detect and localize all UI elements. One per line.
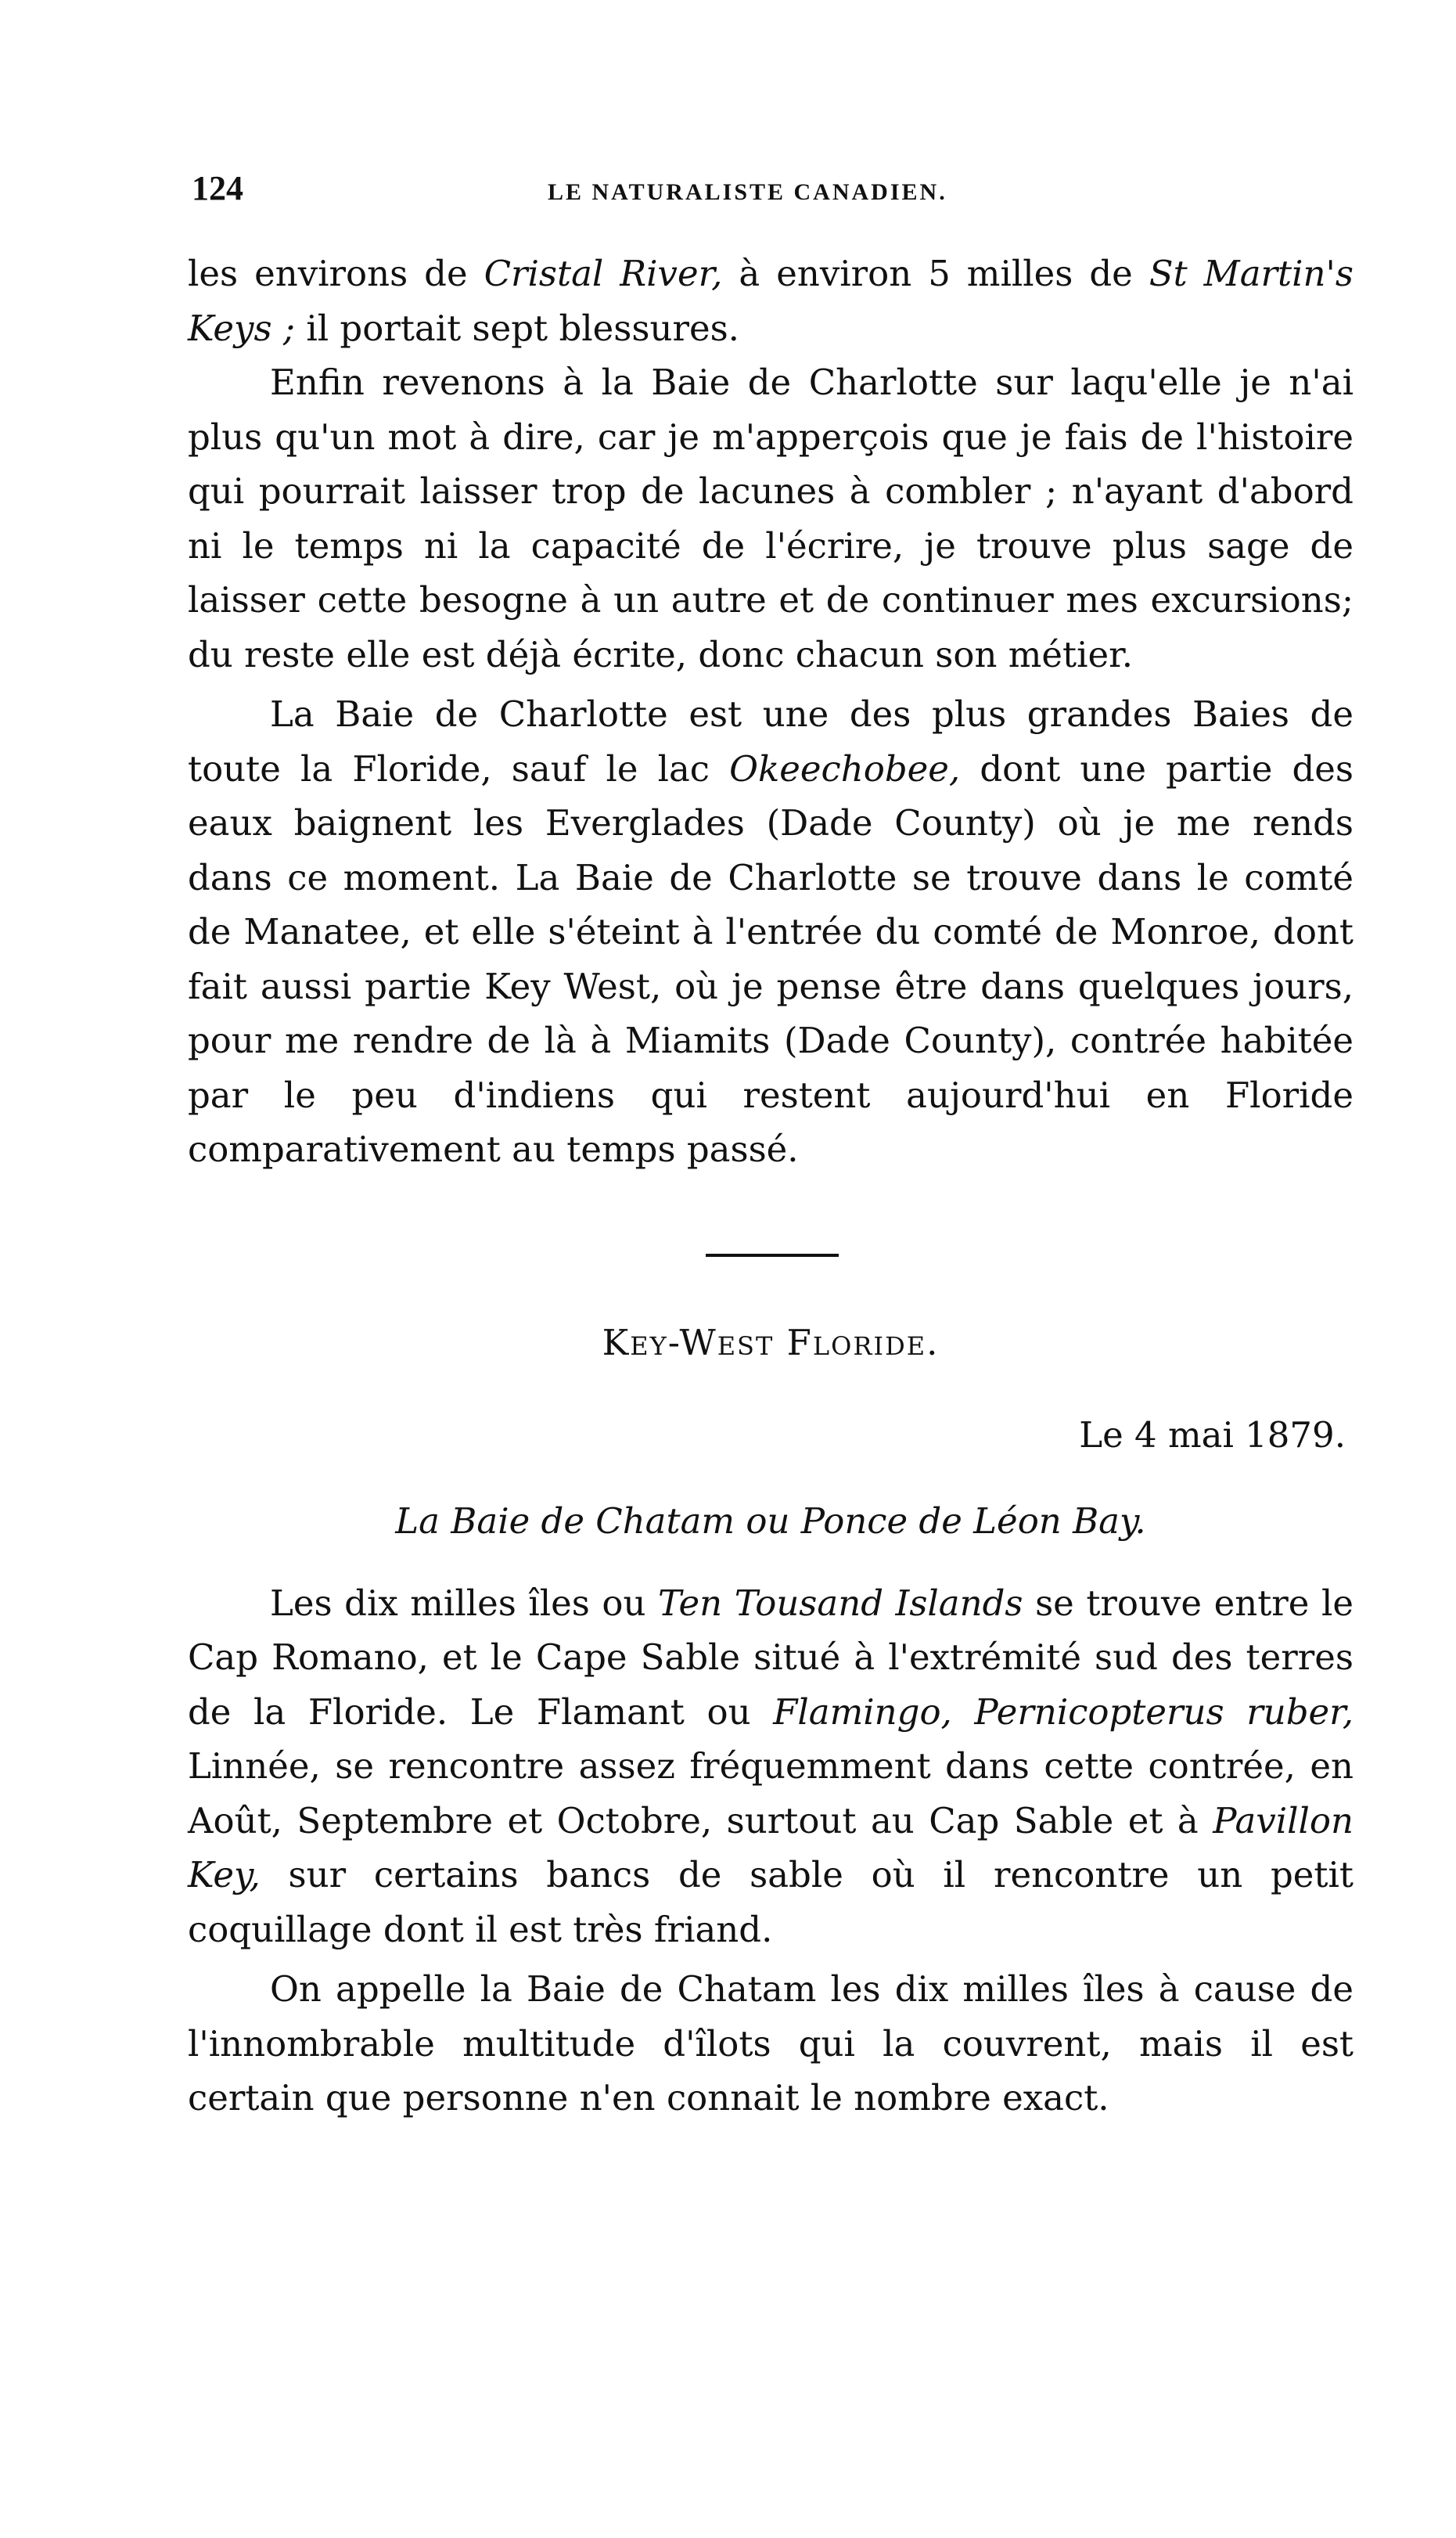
paragraph [188, 355, 1354, 682]
text-run: On appelle la Baie de Chatam les dix milles îles à cause de l'innombrable multitude d'îlots qui la couvrent, mais il est certain que personne n'en connait le nombre exact. [188, 1968, 1354, 2119]
document-page [188, 168, 1354, 2126]
section-heading: Key-West Floride. [602, 1321, 940, 1363]
paragraph [188, 1576, 1354, 1957]
italic-place-name: Cristal River, [484, 253, 723, 294]
italic-species-name: Flamingo, Pernicopterus ruber, [773, 1690, 1354, 1733]
text-run: à environ 5 milles de [722, 253, 1149, 294]
page-number: 124 [192, 169, 243, 207]
text-run: Les dix milles îles ou [270, 1582, 659, 1624]
italic-place-name: Pavillon Key, [188, 1799, 1354, 1895]
text-run: sur certains bancs de sable où il rencontre un petit coquillage dont il est très friand. [188, 1854, 1354, 1950]
text-run: Linnée, se rencontre assez fréquemment dans cette contrée, en Août, Septembre et Octobre, surtout au Cap Sable et à [188, 1745, 1354, 1841]
text-run: Enfin revenons à la Baie de Charlotte sur laqu'elle je n'ai plus qu'un mot à dire, car je m'apperçois que je fais de l'histoire qui pourrait laisser trop de lacunes à combler ; n'ayant d'abord ni le temps ni la capacité de l'écrire, je trouve plus sage de laisser cette besogne à un autre et de continuer mes excursions; du reste elle est déjà écrite, donc chacun son métier. [188, 362, 1354, 675]
dateline: Le 4 mai 1879. [1079, 1413, 1346, 1456]
section-subtitle: La Baie de Chatam ou Ponce de Léon Bay. [395, 1499, 1146, 1542]
italic-place-name: Okeechobee, [729, 747, 961, 790]
text-run: il portait sept blessures. [295, 307, 739, 349]
text-run: La Baie de Charlotte est une des plus grandes Baies de toute la Floride, sauf le lac [188, 693, 1354, 790]
paragraph-continuation [188, 247, 1354, 355]
text-run: les environs de [188, 253, 484, 294]
body-text [188, 247, 1354, 2126]
italic-place-name: St Martin's Keys ; [188, 253, 1354, 349]
paragraph [188, 1962, 1354, 2126]
text-run: dont une partie des eaux baignent les Everglades (Dade County) où je me rends dans ce moment. La Baie de Charlotte se trouve dans le comté de Manatee, et elle s'éteint à l'entrée du comté de Monroe, dont fait aussi partie Key West, où je pense être dans quelques jours, pour me rendre de là à Miamits (Dade County), contrée habitée par le peu d'indiens qui restent aujourd'hui en Floride comparativement au temps passé. [188, 747, 1354, 1170]
italic-place-name: Ten Tousand Islands [658, 1582, 1023, 1624]
journal-title: LE NATURALISTE CANADIEN. [548, 179, 947, 205]
running-head [188, 168, 1354, 215]
section-separator-rule [706, 1254, 839, 1257]
paragraph [188, 687, 1354, 1177]
text-run: se trouve entre le Cap Romano, et le Cape Sable situé à l'extrémité sud des terres de la Floride. Le Flamant ou [188, 1582, 1354, 1733]
